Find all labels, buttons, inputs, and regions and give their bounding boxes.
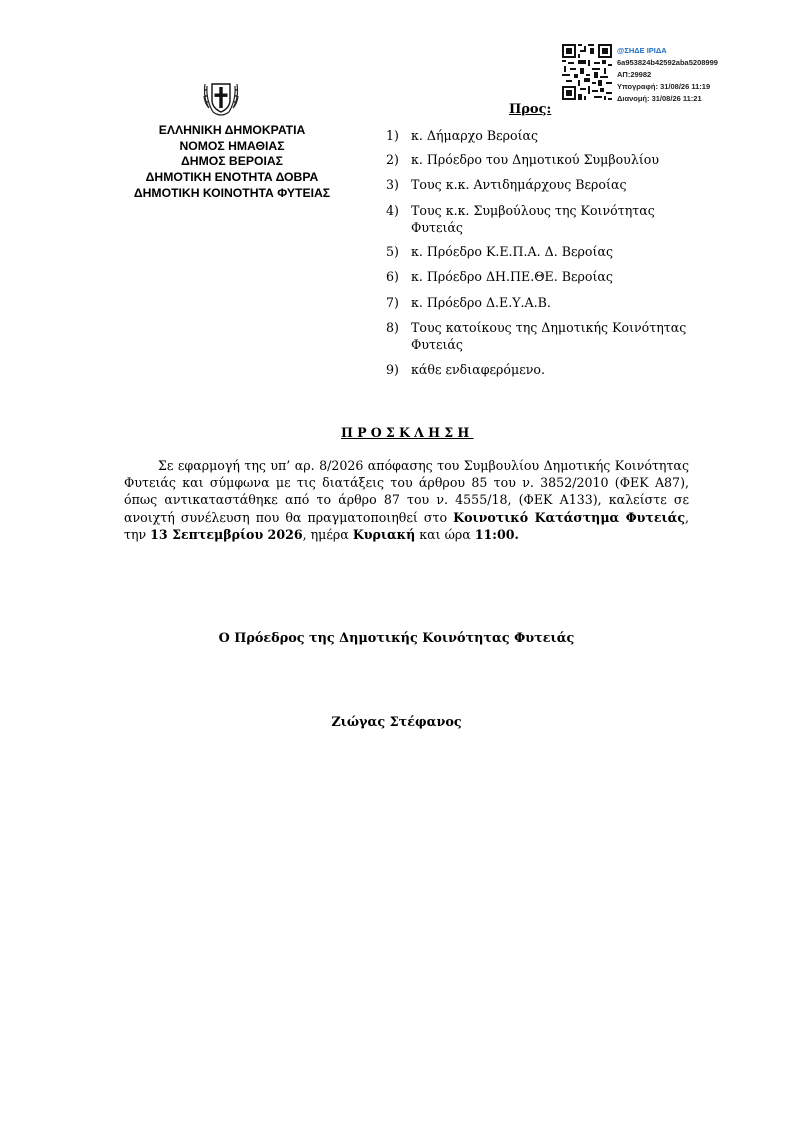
- list-item-number: 9): [386, 362, 399, 377]
- stamp-details: [617, 45, 718, 105]
- list-item-number: 1): [386, 128, 399, 143]
- meeting-place: Κοινοτικό Κατάστημα Φυτειάς: [453, 509, 685, 525]
- list-item-text: κ. Πρόεδρο Κ.Ε.Π.Α. Δ. Βεροίας: [411, 244, 613, 259]
- meeting-date: 13 Σεπτεμβρίου 2026: [150, 526, 303, 542]
- greek-coat-of-arms-icon: [201, 76, 241, 120]
- stamp-distribution: Διανομή: 31/08/26 11:21: [617, 94, 702, 103]
- meeting-time: 11:00.: [474, 526, 519, 542]
- list-item: [386, 269, 716, 286]
- header-line: ΔΗΜΟΣ ΒΕΡΟΙΑΣ: [181, 154, 283, 169]
- qr-code-icon: [562, 44, 612, 100]
- document-title: ΠΡΟΣΚΛΗΣΗ: [341, 425, 474, 440]
- body-paragraph: [124, 457, 689, 543]
- list-item-text: κ. Πρόεδρο ΔΗ.ΠΕ.ΘΕ. Βεροίας: [411, 269, 613, 284]
- stamp-signature: Υπογραφή: 31/08/26 11:19: [617, 82, 711, 91]
- list-item-text: Τους κατοίκους της Δημοτικής Κοινότητας Φυτειάς: [411, 320, 687, 352]
- stamp-hash: 6a953824b42592aba5208999: [617, 58, 718, 67]
- body-text-part4: και ώρα: [415, 526, 475, 542]
- header-line: ΔΗΜΟΤΙΚΗ ΚΟΙΝΟΤΗΤΑ ΦΥΤΕΙΑΣ: [133, 185, 331, 200]
- stamp-protocol: ΑΠ:29982: [617, 70, 652, 79]
- meeting-day: Κυριακή: [352, 526, 416, 542]
- list-item-text: κ. Δήμαρχο Βεροίας: [411, 128, 539, 143]
- signer-name: Ζιώγας Στέφανος: [331, 715, 462, 730]
- list-item-number: 4): [386, 203, 399, 218]
- header-line: ΝΟΜΟΣ ΗΜΑΘΙΑΣ: [179, 138, 285, 153]
- header-line: ΔΗΜΟΤΙΚΗ ΕΝΟΤΗΤΑ ΔΟΒΡΑ: [145, 170, 319, 185]
- stamp-org: @ΣΗΔΕ ΙΡΙΔΑ: [617, 46, 667, 55]
- list-item: [386, 203, 686, 236]
- list-item: [386, 362, 716, 379]
- list-item-number: 8): [386, 320, 399, 335]
- list-item-text: Τους κ.κ. Συμβούλους της Κοινότητας Φυτειάς: [411, 203, 655, 235]
- list-item: [386, 320, 706, 353]
- list-item-number: 6): [386, 269, 399, 284]
- issuer-header: [100, 123, 364, 202]
- body-text-part2: , την: [124, 509, 690, 542]
- body-text-part3: , ημέρα: [302, 526, 353, 542]
- recipients-label: Προς:: [509, 102, 552, 117]
- list-item-text: κ. Πρόεδρο του Δημοτικού Συμβουλίου: [411, 152, 659, 167]
- list-item: [386, 128, 716, 145]
- list-item-text: Τους κ.κ. Αντιδημάρχους Βεροίας: [411, 177, 627, 192]
- body-text-part1: Σε εφαρμογή της υπ’ αρ. 8/2026 απόφασης του Συμβουλίου Δημοτικής Κοινότητας Φυτειάς και σύμφωνα με τις διατάξεις του άρθρου 85 του ν. 3852/2010 (ΦΕΚ Α87), όπως αντικαταστάθηκε από το άρθρο 87 του ν. 4555/18, (ΦΕΚ Α133), καλείστε σε ανοιχτή συνέλευση που θα πραγματοποιηθεί στο: [124, 458, 689, 525]
- list-item: [386, 295, 716, 312]
- list-item-number: 7): [386, 295, 399, 310]
- list-item: [386, 177, 716, 194]
- list-item-number: 2): [386, 152, 399, 167]
- invitation-body: [124, 457, 689, 543]
- digital-signature-stamp: [562, 44, 737, 104]
- list-item-text: κάθε ενδιαφερόμενο.: [411, 362, 545, 377]
- list-item: [386, 152, 716, 169]
- signer-role: Ο Πρόεδρος της Δημοτικής Κοινότητας Φυτειάς: [218, 631, 575, 646]
- header-line: ΕΛΛΗΝΙΚΗ ΔΗΜΟΚΡΑΤΙΑ: [158, 123, 306, 137]
- list-item: [386, 244, 716, 261]
- list-item-number: 3): [386, 177, 399, 192]
- list-item-text: κ. Πρόεδρο Δ.Ε.Υ.Α.Β.: [411, 295, 551, 310]
- list-item-number: 5): [386, 244, 399, 259]
